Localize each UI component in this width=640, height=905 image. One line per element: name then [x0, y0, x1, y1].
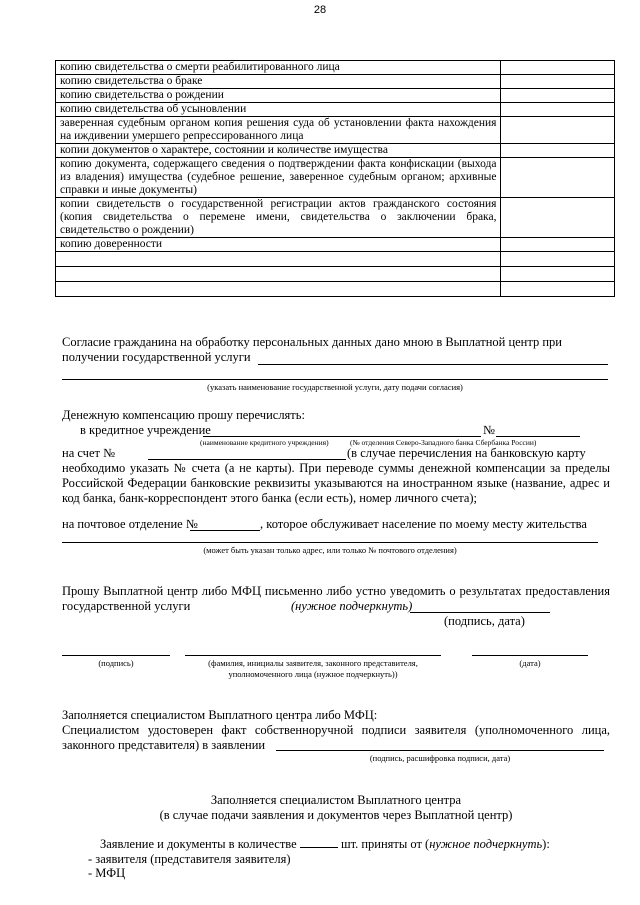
document-mark-cell[interactable] [501, 103, 615, 117]
document-mark-cell[interactable] [501, 282, 615, 297]
document-name-cell: копию свидетельства об усыновлении [56, 103, 501, 117]
post-caption: (может быть указан только адрес, или только № почтового отделения) [203, 545, 457, 555]
center-heading-2: (в случае подачи заявления и документов через Выплатной центр) [159, 808, 513, 822]
accepted-line [100, 836, 550, 852]
table-row [56, 89, 615, 103]
post-office-line[interactable] [190, 530, 260, 531]
accepted-suffix: ): [542, 837, 550, 851]
fio-caption-2: уполномоченного лица (нужное подчеркнуть)) [228, 669, 398, 679]
documents-table [55, 60, 615, 297]
account-prefix: на счет № [62, 446, 116, 460]
document-mark-cell[interactable] [501, 238, 615, 252]
branch-no-line[interactable] [496, 436, 580, 437]
document-name-cell: копии документов о характере, состоянии и количестве имущества [56, 144, 501, 158]
consent-line2: получении государственной услуги [62, 350, 251, 364]
account-rest: (в случае перечисления на банковскую карту [347, 446, 586, 460]
document-mark-cell[interactable] [501, 117, 615, 144]
document-mark-cell[interactable] [501, 61, 615, 75]
specialist-signature-line[interactable] [276, 750, 604, 751]
notify-hint: (нужное подчеркнуть) [291, 599, 413, 613]
fio-line[interactable] [185, 655, 441, 656]
document-name-cell [56, 267, 501, 282]
branch-caption: (№ отделения Северо-Западного банка Сбербанка России) [350, 438, 537, 447]
document-name-cell: копию документа, содержащего сведения о подтверждении факта конфискации (выхода из владения) имущества (судебное решение, заверенное судебным органом; архивные справки и иные документы) [56, 158, 501, 198]
consent-service-line[interactable] [258, 364, 608, 365]
credit-caption: (наименование кредитного учреждения) [200, 438, 329, 447]
post-prefix: на почтовое отделение № [62, 517, 198, 531]
document-name-cell [56, 252, 501, 267]
table-row [56, 103, 615, 117]
signature-caption: (подпись) [98, 658, 134, 668]
document-name-cell: копию свидетельства о смерти реабилитированного лица [56, 61, 501, 75]
table-row [56, 75, 615, 89]
table-row [56, 158, 615, 198]
specialist-heading: Заполняется специалистом Выплатного центра либо МФЦ: [62, 708, 378, 722]
center-heading-1: Заполняется специалистом Выплатного центра [210, 793, 462, 807]
accepted-count-field[interactable] [300, 836, 338, 848]
consent-line1: Согласие гражданина на обработку персональных данных дано мною в Выплатной центр при [62, 335, 562, 349]
notify-signature-date: (подпись, дата) [444, 614, 525, 628]
date-caption: (дата) [519, 658, 541, 668]
document-mark-cell[interactable] [501, 158, 615, 198]
accepted-prefix: Заявление и документы в количестве [100, 837, 297, 851]
account-text: необходимо указать № счета (а не карты). При переводе суммы денежной компенсации за пределы Российской Федерации банковские реквизиты указываются на иностранном языке (название, адрес и код банка, банк-корреспондент этого банка (если есть), номер личного счета); [62, 461, 610, 505]
table-row [56, 144, 615, 158]
document-name-cell: заверенная судебным органом копия решения суда об установлении факта нахождения на иждивении умершего репрессированного лица [56, 117, 501, 144]
table-row [56, 267, 615, 282]
document-name-cell: копию свидетельства о рождении [56, 89, 501, 103]
document-mark-cell[interactable] [501, 198, 615, 238]
post-address-line[interactable] [62, 542, 598, 543]
table-row [56, 282, 615, 297]
document-name-cell: копии свидетельств о государственной регистрации актов гражданского состояния (копия свидетельства о перемене имени, свидетельства о заключении брака, свидетельство о рождении) [56, 198, 501, 238]
document-mark-cell[interactable] [501, 89, 615, 103]
consent-date-line[interactable] [62, 379, 608, 380]
table-row [56, 61, 615, 75]
consent-caption: (указать наименование государственной услуги, дату подачи согласия) [207, 382, 463, 392]
date-line[interactable] [472, 655, 588, 656]
table-row [56, 117, 615, 144]
document-mark-cell[interactable] [501, 252, 615, 267]
fio-caption-1: (фамилия, инициалы заявителя, законного представителя, [208, 658, 418, 668]
table-row [56, 252, 615, 267]
signature-line[interactable] [62, 655, 170, 656]
document-mark-cell[interactable] [501, 75, 615, 89]
notify-choice-line[interactable] [410, 612, 550, 613]
document-mark-cell[interactable] [501, 267, 615, 282]
page-number: 28 [313, 4, 327, 16]
option-applicant: - заявителя (представителя заявителя) [88, 852, 291, 866]
branch-no-label: № [483, 423, 495, 437]
compensation-heading: Денежную компенсацию прошу перечислять: [62, 408, 305, 422]
accepted-mid: шт. приняты от ( [340, 837, 430, 851]
credit-label: в кредитное учреждение [80, 423, 211, 437]
notify-text: Прошу Выплатной центр либо МФЦ письменно либо устно уведомить о результатах предоставления государственной услуги [62, 584, 610, 613]
credit-institution-line[interactable] [203, 436, 481, 437]
document-name-cell: копию доверенности [56, 238, 501, 252]
accepted-hint: нужное подчеркнуть [429, 837, 543, 851]
specialist-text: Специалистом удостоверен факт собственноручной подписи заявителя (уполномоченного лица, законного представителя) в заявлении [62, 723, 610, 752]
document-mark-cell[interactable] [501, 144, 615, 158]
table-row [56, 198, 615, 238]
post-suffix: , которое обслуживает население по моему месту жительства [260, 517, 587, 531]
option-mfc: - МФЦ [88, 866, 126, 880]
table-row [56, 238, 615, 252]
document-name-cell [56, 282, 501, 297]
account-number-line[interactable] [148, 459, 346, 460]
document-name-cell: копию свидетельства о браке [56, 75, 501, 89]
specialist-caption: (подпись, расшифровка подписи, дата) [369, 753, 511, 763]
